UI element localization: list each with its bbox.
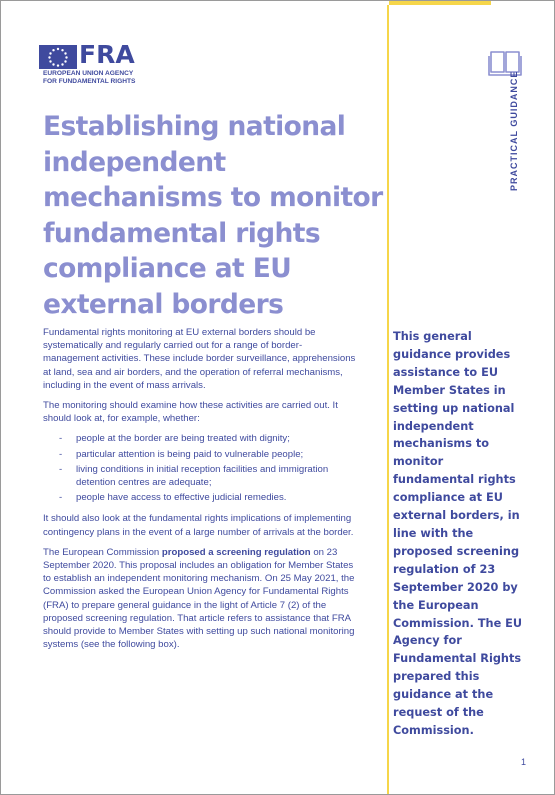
list-item-text: particular attention is being paid to vulnerable people; xyxy=(76,448,304,460)
eu-flag-icon xyxy=(39,45,77,69)
screening-regulation-link[interactable]: proposed a screening regulation xyxy=(161,546,311,558)
paragraph xyxy=(43,546,358,652)
list-item: - particular attention is being paid to vulnerable people; xyxy=(59,448,304,460)
logo-subtitle-line: EUROPEAN UNION AGENCY xyxy=(43,70,134,77)
top-accent-bar xyxy=(389,1,491,5)
page-number: 1 xyxy=(521,757,527,767)
paragraph: The monitoring should examine how these activities are carried out. It should look at, for example, whether: xyxy=(43,400,338,425)
body-text xyxy=(43,326,358,658)
paragraph-text: on 23 September 2020. This proposal includes an obligation for Member States to establish an independent monitoring mechanism. On 25 May 2021, the Commission asked the European Union Agency for Fundamental Rights (FRA) to prepare general guidance in the light of Article 7 (2) of the proposed screening regulation. That article refers to assistance that FRA should provide to Member States with setting up such national monitoring systems (see the following box). xyxy=(43,546,355,651)
vertical-divider xyxy=(387,5,389,794)
sidebar-summary: This general guidance provides assistance to EU Member States in setting up national independent mechanisms to monitor fundamental rights compliance at EU external borders, in line with the proposed screening regulation of 23 September 2020 by the European Commission. The EU Agency for Fundamental Rights prepared this guidance at the request of the Commission. xyxy=(393,330,523,737)
practical-guidance-label: PRACTICAL GUIDANCE xyxy=(509,70,519,191)
list-item: - people at the border are being treated with dignity; xyxy=(59,433,290,445)
fra-logo xyxy=(39,40,149,85)
paragraph-text: The European Commission xyxy=(43,546,162,558)
list-item-text: people at the border are being treated with dignity; xyxy=(76,433,290,445)
list-item-text: people have access to effective judicial remedies. xyxy=(76,492,287,504)
bullet-list xyxy=(43,432,358,504)
logo-wordmark: FRA xyxy=(79,40,135,69)
logo-subtitle xyxy=(43,70,135,85)
logo-subtitle-line: FOR FUNDAMENTAL RIGHTS xyxy=(43,77,136,85)
page-title: Establishing national independent mechanisms to monitor fundamental rights compliance at EU external borders xyxy=(43,111,383,320)
list-item: - people have access to effective judicial remedies. xyxy=(59,492,287,504)
paragraph: It should also look at the fundamental rights implications of implementing contingency plans in the event of a large number of arrivals at the border. xyxy=(43,513,354,538)
list-item-text: living conditions in initial reception facilities and immigration detention centres are adequate; xyxy=(76,463,329,489)
paragraph: Fundamental rights monitoring at EU external borders should be systematically and regularly carried out for a range of border-management activities. These include border surveillance, apprehensions at land, sea and air borders, and the operation of referral mechanisms, including in the event of mass arrivals. xyxy=(43,327,356,391)
list-item: - living conditions in initial reception facilities and immigration detention centres are adequate; xyxy=(59,463,329,489)
